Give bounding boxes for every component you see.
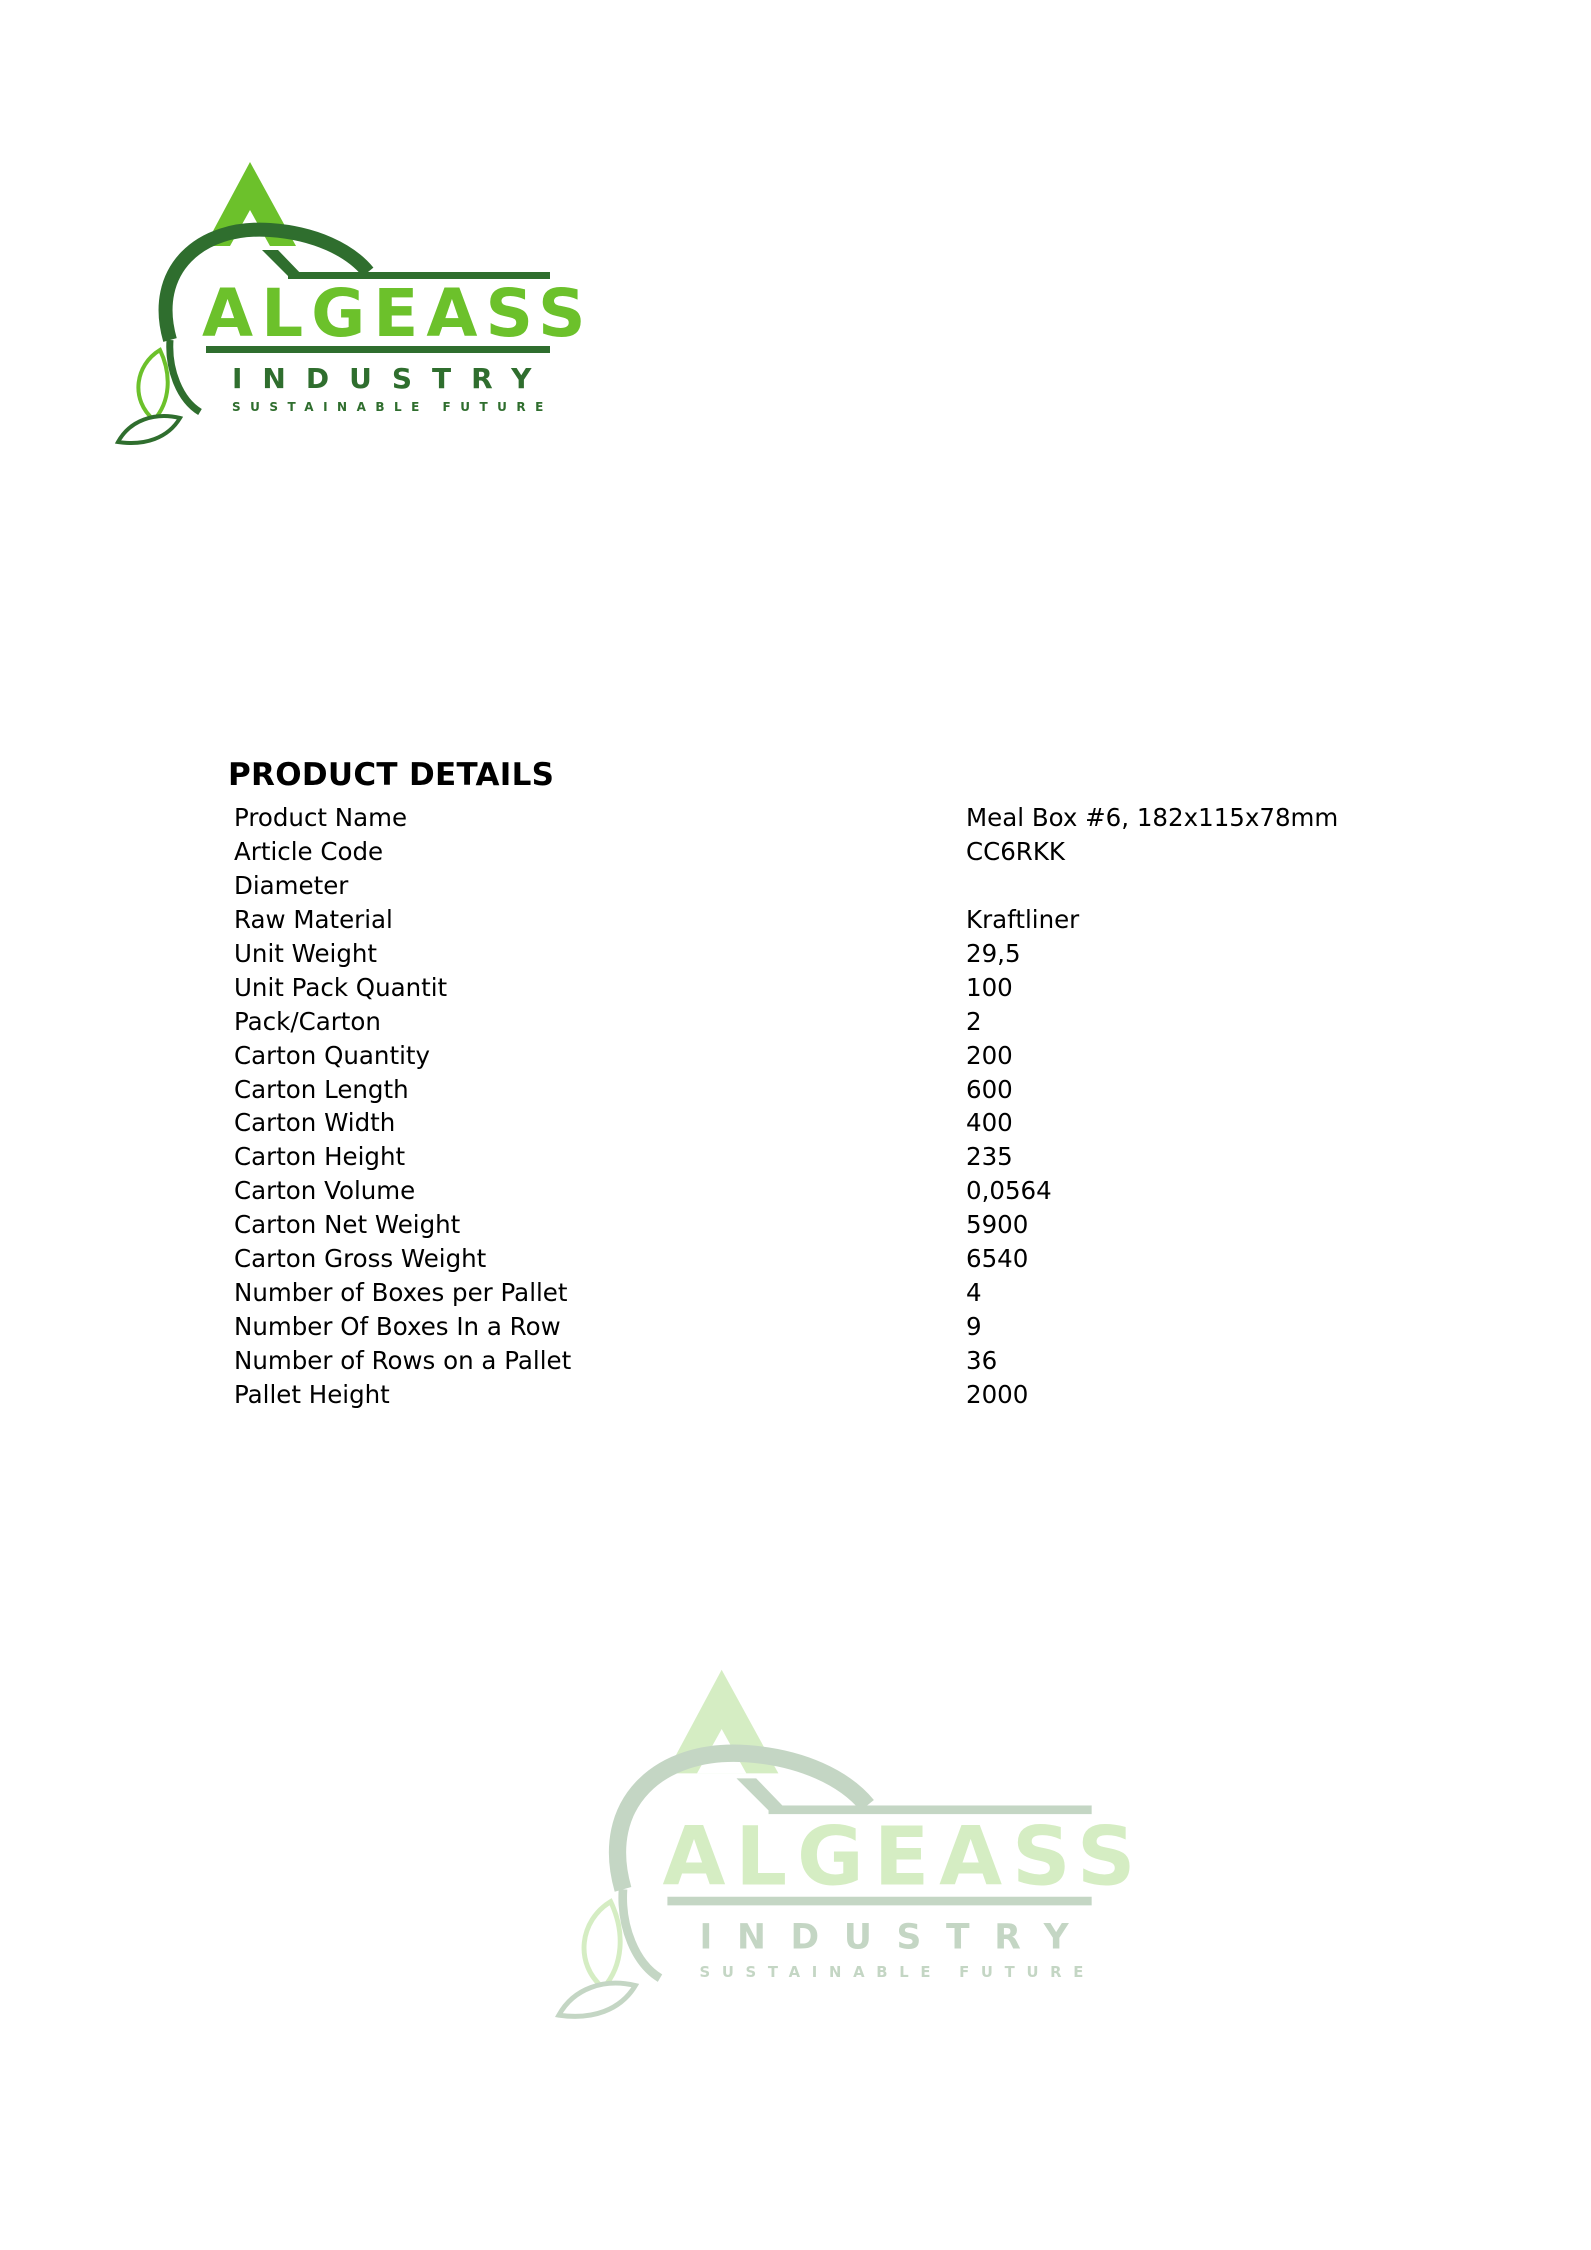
detail-value: 235 [966,1142,1013,1172]
detail-value: 2 [966,1006,982,1036]
detail-row [228,1106,1378,1140]
detail-row [228,970,1378,1004]
logo-brand-text: ALGEASS [202,275,594,352]
detail-row [228,801,1378,835]
detail-label: Product Name [234,803,408,833]
company-logo [110,150,594,450]
product-details [228,757,1378,1411]
detail-label: Carton Length [234,1074,409,1104]
detail-label: Raw Material [234,905,393,935]
detail-value: 5900 [966,1210,1029,1240]
detail-row [228,1208,1378,1242]
detail-value: 6540 [966,1244,1029,1274]
detail-label: Pallet Height [234,1379,390,1409]
detail-label: Carton Height [234,1142,406,1172]
detail-value: 200 [966,1040,1013,1070]
watermark-brand-text: ALGEASS [662,1809,1146,1905]
detail-label: Carton Volume [234,1176,416,1206]
detail-value: CC6RKK [966,837,1065,867]
detail-value: 0,0564 [966,1176,1052,1206]
detail-row [228,1377,1378,1411]
detail-value: 29,5 [966,939,1021,968]
watermark-graphic [545,1655,1145,2025]
detail-row [228,835,1378,869]
logo-graphic [110,150,594,450]
detail-label: Number of Rows on a Pallet [234,1345,572,1375]
detail-row [228,937,1378,971]
detail-value: 36 [966,1345,998,1375]
detail-value: 400 [966,1108,1013,1138]
detail-value: 2000 [966,1379,1029,1409]
detail-row [228,903,1378,937]
detail-label: Pack/Carton [234,1006,381,1036]
detail-label: Carton Quantity [234,1040,430,1070]
section-title: PRODUCT DETAILS [228,757,555,793]
detail-label: Diameter [234,871,349,901]
watermark-sub-text: INDUSTRY [699,1917,1094,1958]
detail-row [228,869,1378,903]
detail-value: 100 [966,972,1013,1002]
detail-row [228,1174,1378,1208]
detail-row [228,1309,1378,1343]
watermark-logo [545,1655,1145,2025]
detail-label: Article Code [234,837,384,867]
detail-label: Unit Pack Quantit [234,972,448,1002]
detail-label: Number of Boxes per Pallet [234,1277,568,1307]
logo-sub-text: INDUSTRY [232,362,552,395]
detail-value: 9 [966,1311,982,1341]
detail-row [228,1038,1378,1072]
detail-label: Carton Gross Weight [234,1244,487,1274]
detail-row [228,1072,1378,1106]
detail-value: Kraftliner [966,905,1080,935]
detail-label: Number Of Boxes In a Row [234,1311,561,1341]
detail-value: Meal Box #6, 182x115x78mm [966,803,1339,833]
detail-label: Carton Net Weight [234,1210,461,1240]
logo-tagline-text: SUSTAINABLE FUTURE [232,400,553,414]
detail-row [228,1004,1378,1038]
details-table [228,801,1378,1411]
detail-label: Carton Width [234,1108,396,1138]
detail-row [228,1242,1378,1276]
watermark-tagline-text: SUSTAINABLE FUTURE [699,1963,1096,1981]
detail-label: Unit Weight [234,939,378,968]
detail-row [228,1275,1378,1309]
detail-value: 600 [966,1074,1013,1104]
detail-row [228,1343,1378,1377]
detail-row [228,1140,1378,1174]
detail-value: 4 [966,1277,982,1307]
